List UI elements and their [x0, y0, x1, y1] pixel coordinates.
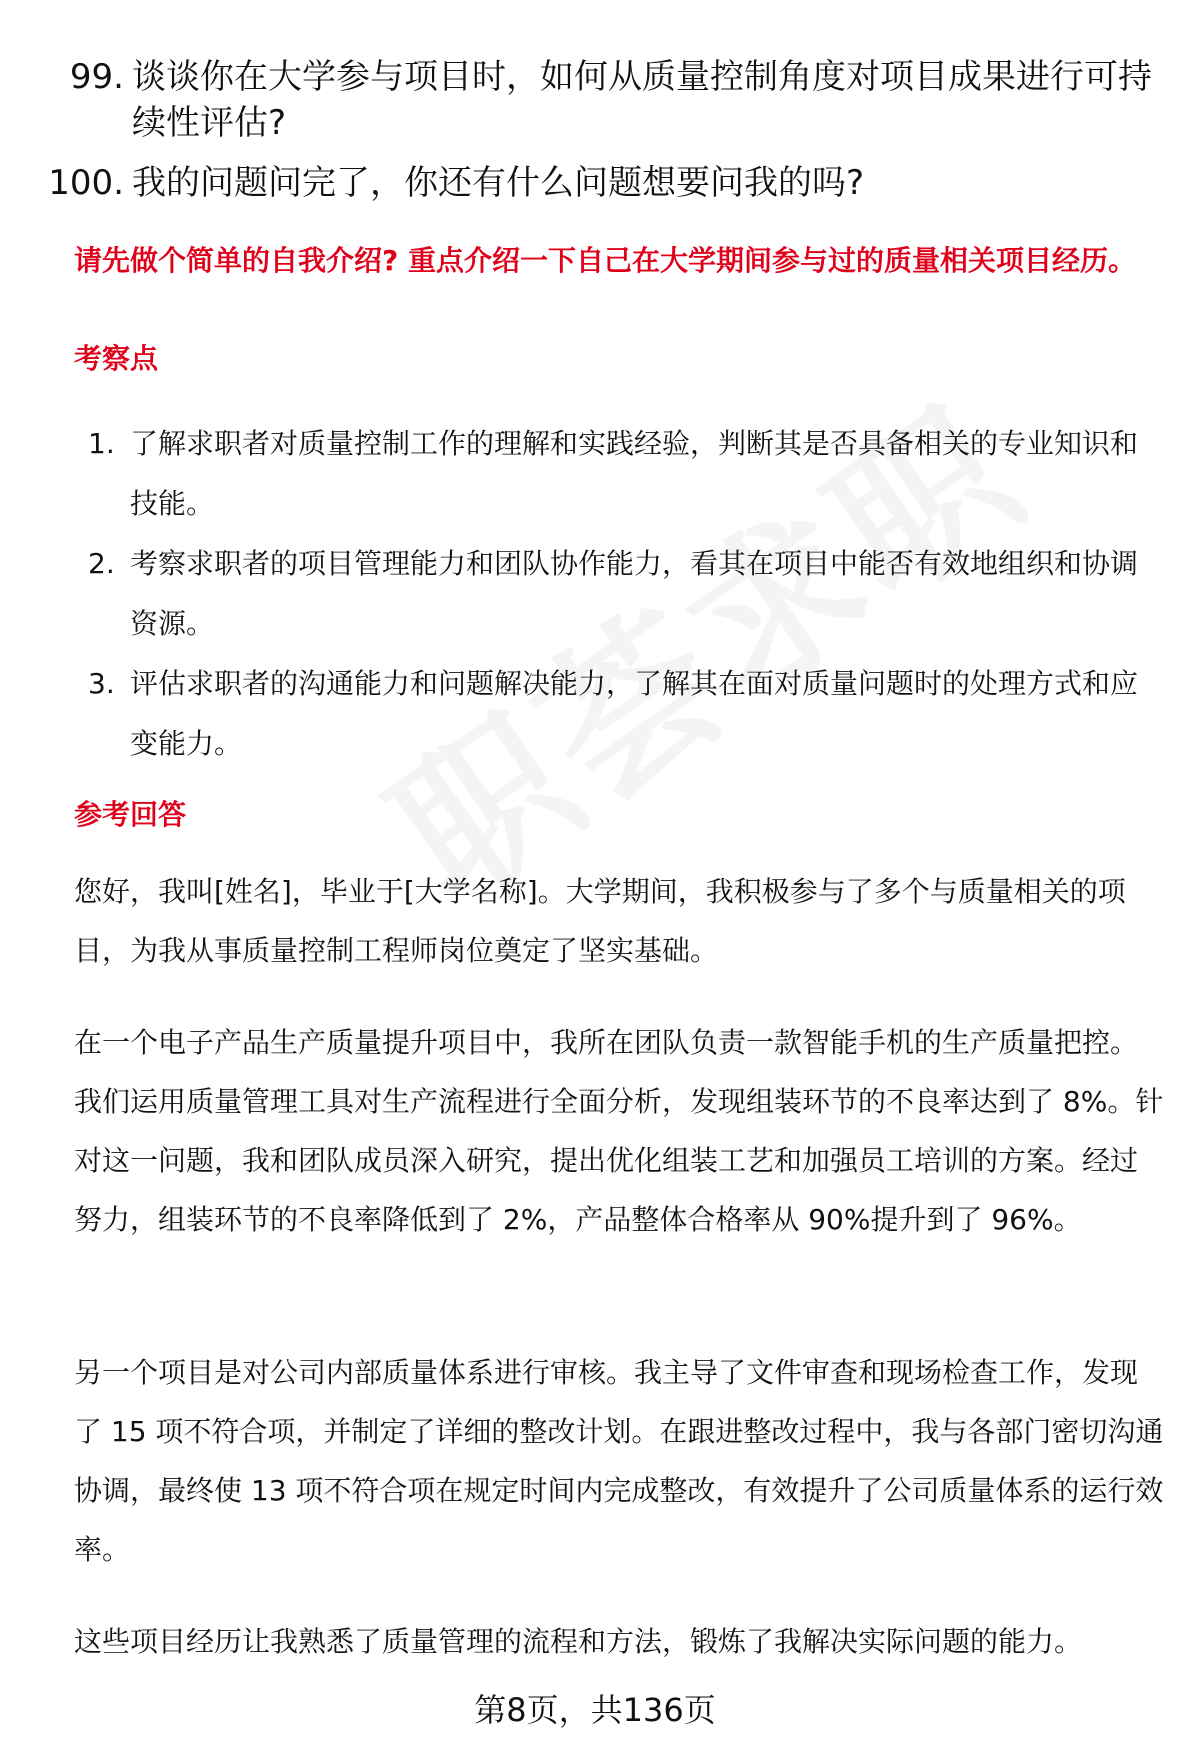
list-item	[74, 534, 1164, 654]
question-number: 100.	[48, 163, 124, 203]
answer-paragraph: 您好，我叫[姓名]，毕业于[大学名称]。大学期间，我积极参与了多个与质量相关的项目，为我从事质量控制工程师岗位奠定了坚实基础。	[74, 875, 1126, 967]
main-question-heading: 请先做个简单的自我介绍? 重点介绍一下自己在大学期间参与过的质量相关项目经历。	[74, 244, 1136, 277]
section-title-points: 考察点	[74, 342, 159, 375]
list-item-text: 了解求职者对质量控制工作的理解和实践经验，判断其是否具备相关的专业知识和技能。	[130, 427, 1139, 520]
section-title-answer: 参考回答	[74, 798, 187, 831]
question-number: 99.	[69, 57, 124, 97]
list-item-text: 考察求职者的项目管理能力和团队协作能力，看其在项目中能否有效地组织和协调资源。	[130, 547, 1139, 640]
page-footer: 第8页，共136页	[474, 1691, 716, 1729]
list-item-text: 评估求职者的沟通能力和问题解决能力，了解其在面对质量问题时的处理方式和应变能力。	[130, 667, 1139, 760]
list-item-number: 1.	[88, 427, 115, 460]
answer-paragraph: 另一个项目是对公司内部质量体系进行审核。我主导了文件审查和现场检查工作，发现了 15 项不符合项，并制定了详细的整改计划。在跟进整改过程中，我与各部门密切沟通协调，最终使 13 项不符合项在规定时间内完成整改，有效提升了公司质量体系的运行效率。	[74, 1356, 1164, 1566]
list-item	[74, 654, 1164, 774]
answer-paragraph: 在一个电子产品生产质量提升项目中，我所在团队负责一款智能手机的生产质量把控。我们运用质量管理工具对生产流程进行全面分析，发现组装环节的不良率达到了 8%。针对这一问题，我和团队成员深入研究，提出优化组装工艺和加强员工培训的方案。经过努力，组装环节的不良率降低到了 2%，产品整体合格率从 90%提升到了 96%。	[74, 1026, 1164, 1236]
points-list	[74, 414, 1164, 774]
list-item	[74, 414, 1164, 534]
question-text: 谈谈你在大学参与项目时，如何从质量控制角度对项目成果进行可持续性评估?	[132, 57, 1152, 143]
question-text: 我的问题问完了，你还有什么问题想要问我的吗?	[132, 163, 865, 203]
list-item-number: 3.	[88, 667, 115, 700]
list-item-number: 2.	[88, 547, 115, 580]
answer-paragraph: 这些项目经历让我熟悉了质量管理的流程和方法，锻炼了我解决实际问题的能力。	[74, 1625, 1083, 1658]
